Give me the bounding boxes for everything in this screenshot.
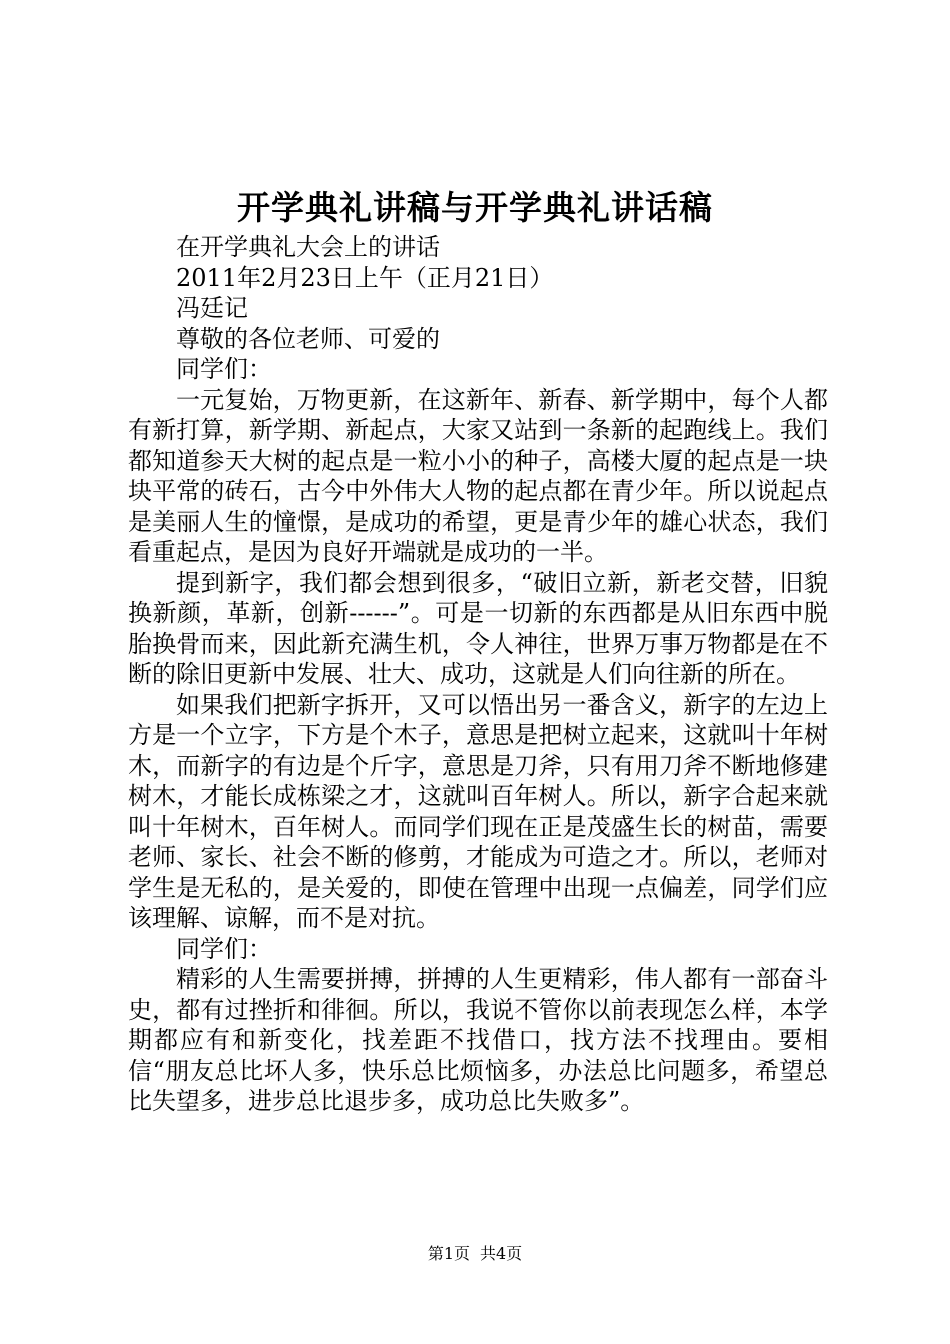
speech-date: 2011年2月23日上午（正月21日） <box>176 263 554 292</box>
page-total: 共4页 <box>480 1244 523 1263</box>
salutation-students: 同学们： <box>176 355 272 383</box>
body-paragraph: 精彩的人生需要拼搏，拼搏的人生更精彩，伟人都有一部奋斗史，都有过挫折和徘徊。所以，我说不管你以前表现怎么样，本学期都应有和新变化，找差距不找借口，找方法不找理由。要相信“朋友总比坏人多，快乐总比烦恼多，办法总比问题多，希望总比失望多，进步总比退步多，成功总比失败多”。 <box>128 965 828 1115</box>
speaker-name: 冯廷记 <box>176 294 248 322</box>
salutation-students: 同学们： <box>176 934 272 963</box>
speech-heading: 在开学典礼大会上的讲话 <box>176 233 440 261</box>
body-paragraph: 一元复始，万物更新，在这新年、新春、新学期中，每个人都有新打算，新学期、新起点，大家又站到一条新的起跑线上。我们都知道参天大树的起点是一粒小小的种子，高楼大厦的起点是一块块平常的砖石，古今中外伟大人物的起点都在青少年。所以说起点是美丽人生的憧憬，是成功的希望，更是青少年的雄心状态，我们看重起点，是因为良好开端就是成功的一半。 <box>128 385 828 566</box>
document-body <box>128 232 828 1117</box>
page-footer <box>0 1244 950 1264</box>
body-paragraph: 如果我们把新字拆开，又可以悟出另一番含义，新字的左边上方是一个立字，下方是个木子，意思是把树立起来，这就叫十年树木，而新字的有边是个斤字，意思是刀斧，只有用刀斧不断地修建树木，才能长成栋梁之才，这就叫百年树人。所以，新字合起来就叫十年树木，百年树人。而同学们现在正是茂盛生长的树苗，需要老师、家长、社会不断的修剪，才能成为可造之才。所以，老师对学生是无私的，是关爱的，即使在管理中出现一点偏差，同学们应该理解、谅解，而不是对抗。 <box>128 690 828 932</box>
salutation-teachers: 尊敬的各位老师、可爱的 <box>176 324 440 353</box>
body-paragraph: 提到新字，我们都会想到很多，“破旧立新，新老交替，旧貌换新颜，革新，创新------”。可是一切新的东西都是从旧东西中脱胎换骨而来，因此新充满生机，令人神往，世界万事万物都是在不断的除旧更新中发展、壮大、成功，这就是人们向往新的所在。 <box>128 568 828 688</box>
document-title: 开学典礼讲稿与开学典礼讲话稿 <box>237 188 713 227</box>
page-number: 第1页 <box>427 1244 470 1263</box>
